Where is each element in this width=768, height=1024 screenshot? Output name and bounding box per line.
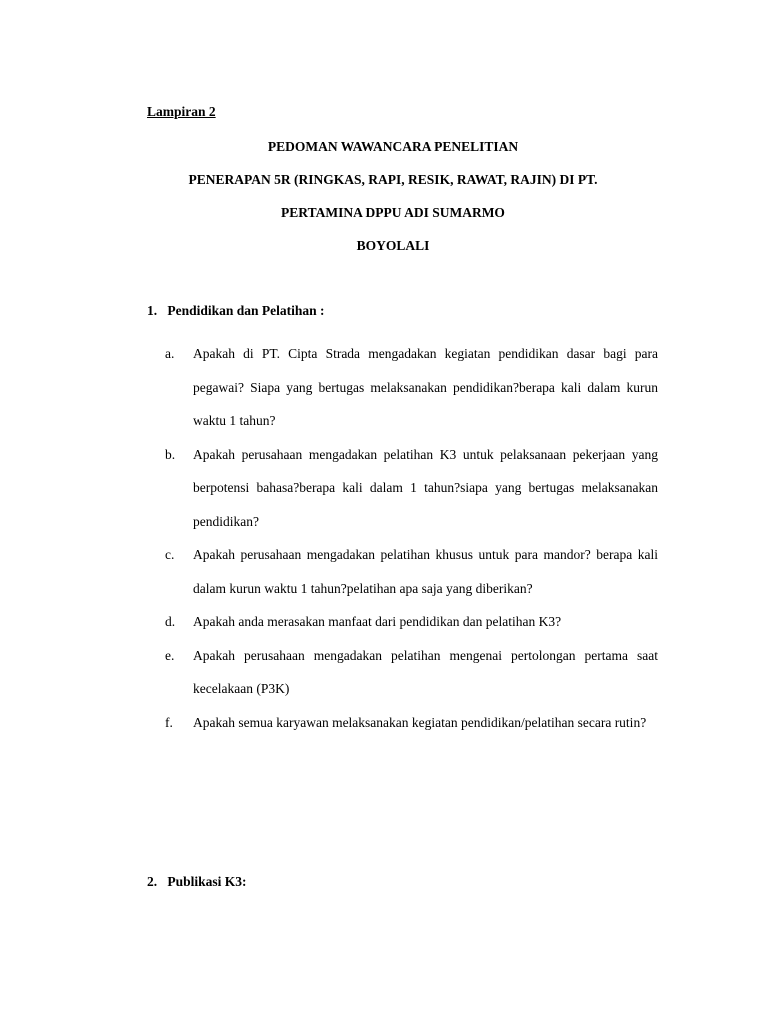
title-line-3: PERTAMINA DPPU ADI SUMARMO — [281, 205, 505, 220]
question-text: Apakah perusahaan mengadakan pelatihan khusus untuk para mandor? berapa kali dalam kurun waktu 1 tahun?pelatihan apa saja yang diberikan? — [193, 547, 658, 596]
question-letter: f. — [165, 714, 173, 730]
question-text: Apakah perusahaan mengadakan pelatihan mengenai pertolongan pertama saat kecelakaan (P3K) — [193, 647, 658, 696]
question-letter: a. — [165, 346, 175, 361]
question-text: Apakah di PT. Cipta Strada mengadakan kegiatan pendidikan dasar bagi para pegawai? Siapa yang bertugas melaksanakan pendidikan?berapa kali dalam kurun waktu 1 tahun? — [193, 346, 658, 428]
section-2-title: Publikasi K3: — [167, 874, 247, 889]
title-line-4: BOYOLALI — [356, 238, 430, 253]
question-text: Apakah semua karyawan melaksanakan kegiatan pendidikan/pelatihan secara rutin? — [193, 714, 647, 730]
title-line-1: PEDOMAN WAWANCARA PENELITIAN — [267, 139, 519, 154]
question-item — [165, 337, 658, 438]
section-1-title: Pendidikan dan Pelatihan : — [167, 303, 325, 318]
question-item — [165, 438, 658, 539]
section-1-question-list — [165, 337, 658, 739]
question-item — [165, 605, 658, 639]
question-item — [165, 706, 658, 740]
document-title-block — [0, 138, 768, 270]
question-letter: b. — [165, 446, 176, 462]
attachment-label: Lampiran 2 — [147, 104, 216, 119]
question-text: Apakah perusahaan mengadakan pelatihan K3 untuk pelaksanaan pekerjaan yang berpotensi bahasa?berapa kali dalam 1 tahun?siapa yang bertugas melaksanakan pendidikan? — [193, 446, 658, 529]
question-text: Apakah anda merasakan manfaat dari pendidikan dan pelatihan K3? — [193, 614, 562, 629]
title-line-2: PENERAPAN 5R (RINGKAS, RAPI, RESIK, RAWAT, RAJIN) DI PT. — [188, 172, 598, 187]
section-2-number: 2. — [147, 874, 158, 889]
question-letter: e. — [165, 647, 175, 663]
question-item — [165, 538, 658, 605]
question-letter: d. — [165, 614, 176, 629]
section-2-heading — [147, 874, 247, 890]
question-item — [165, 639, 658, 706]
section-1-heading — [147, 303, 325, 319]
section-1-number: 1. — [147, 303, 158, 318]
question-letter: c. — [165, 547, 175, 562]
